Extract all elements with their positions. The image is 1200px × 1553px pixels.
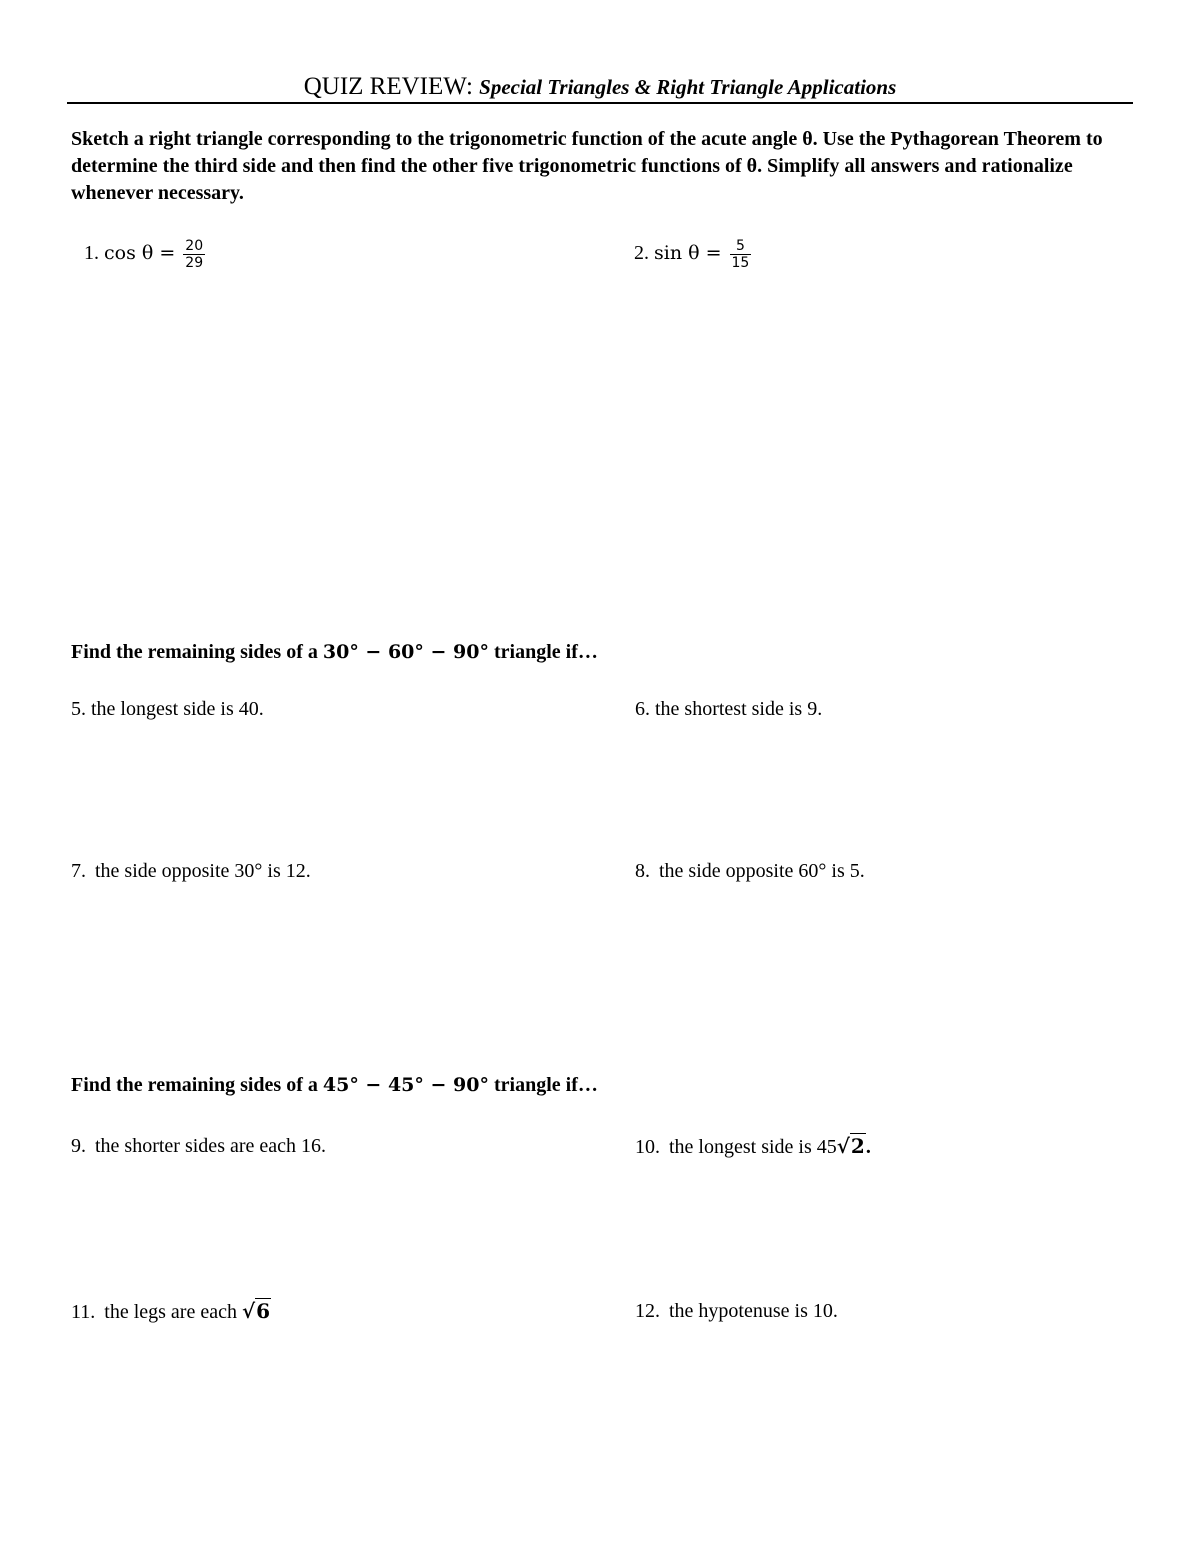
radicand: 2	[850, 1134, 865, 1158]
problem-number: 11.	[71, 1301, 96, 1323]
problem-8	[635, 858, 865, 884]
problem-9	[71, 1133, 326, 1159]
problem-number: 9.	[71, 1135, 86, 1157]
problem-number: 5.	[71, 698, 86, 720]
section-suffix: triangle if…	[494, 641, 598, 663]
title-subtitle: Special Triangles & Right Triangle Applications	[479, 75, 897, 99]
radicand: 6	[256, 1299, 271, 1323]
problem-text: the longest side is 45	[669, 1136, 837, 1158]
problem-text: the legs are each	[104, 1301, 237, 1323]
problem-2	[634, 238, 751, 271]
problem-number: 6.	[635, 698, 650, 720]
problem-text: the side opposite 30° is 12.	[95, 860, 311, 882]
problem-11	[71, 1298, 271, 1325]
fraction	[183, 238, 205, 271]
fraction-numerator: 20	[185, 238, 204, 254]
problem-number: 2.	[634, 242, 649, 265]
problem-text: the shortest side is 9.	[655, 698, 823, 720]
problem-7	[71, 858, 311, 884]
problem-6	[635, 696, 822, 722]
problem-end: .	[865, 1136, 871, 1158]
problem-number: 7.	[71, 860, 86, 882]
page-title	[0, 72, 1200, 102]
fraction	[730, 238, 752, 271]
section-prefix: Find the remaining sides of a	[71, 1074, 318, 1096]
problem-text: the hypotenuse is 10.	[669, 1300, 838, 1322]
title-main: QUIZ REVIEW:	[303, 73, 473, 100]
section-heading-45-45-90	[71, 1074, 598, 1097]
problem-1	[84, 238, 205, 271]
instructions: Sketch a right triangle corresponding to the trigonometric function of the acute angle θ. Use the Pythagorean Theorem to determine the third side and then find the other five trigonometric functions of θ. Simplify all answers and rationalize whenever necessary.	[71, 128, 1103, 204]
trig-function: cos θ =	[104, 242, 176, 265]
section-heading-30-60-90	[71, 641, 598, 664]
fraction-denominator: 29	[185, 255, 204, 271]
problem-text: the side opposite 60° is 5.	[659, 860, 865, 882]
problem-12	[635, 1298, 838, 1324]
problem-number: 12.	[635, 1300, 660, 1322]
problem-number: 1.	[84, 242, 99, 265]
problem-number: 10.	[635, 1136, 660, 1158]
problem-number: 8.	[635, 860, 650, 882]
section-prefix: Find the remaining sides of a	[71, 641, 318, 663]
problem-text: the shorter sides are each 16.	[95, 1135, 327, 1157]
title-divider	[67, 102, 1133, 104]
fraction-denominator: 15	[731, 255, 750, 271]
section-angles: 30° − 60° − 90°	[322, 641, 489, 663]
radical-sign: √	[836, 1134, 850, 1158]
problem-text: the longest side is 40.	[91, 698, 264, 720]
section-suffix: triangle if…	[494, 1074, 598, 1096]
fraction-numerator: 5	[730, 238, 752, 255]
problem-5	[71, 696, 264, 722]
section-angles: 45° − 45° − 90°	[322, 1074, 489, 1096]
problem-10	[635, 1133, 871, 1160]
trig-function: sin θ =	[654, 242, 722, 265]
radical-sign: √	[241, 1299, 256, 1323]
